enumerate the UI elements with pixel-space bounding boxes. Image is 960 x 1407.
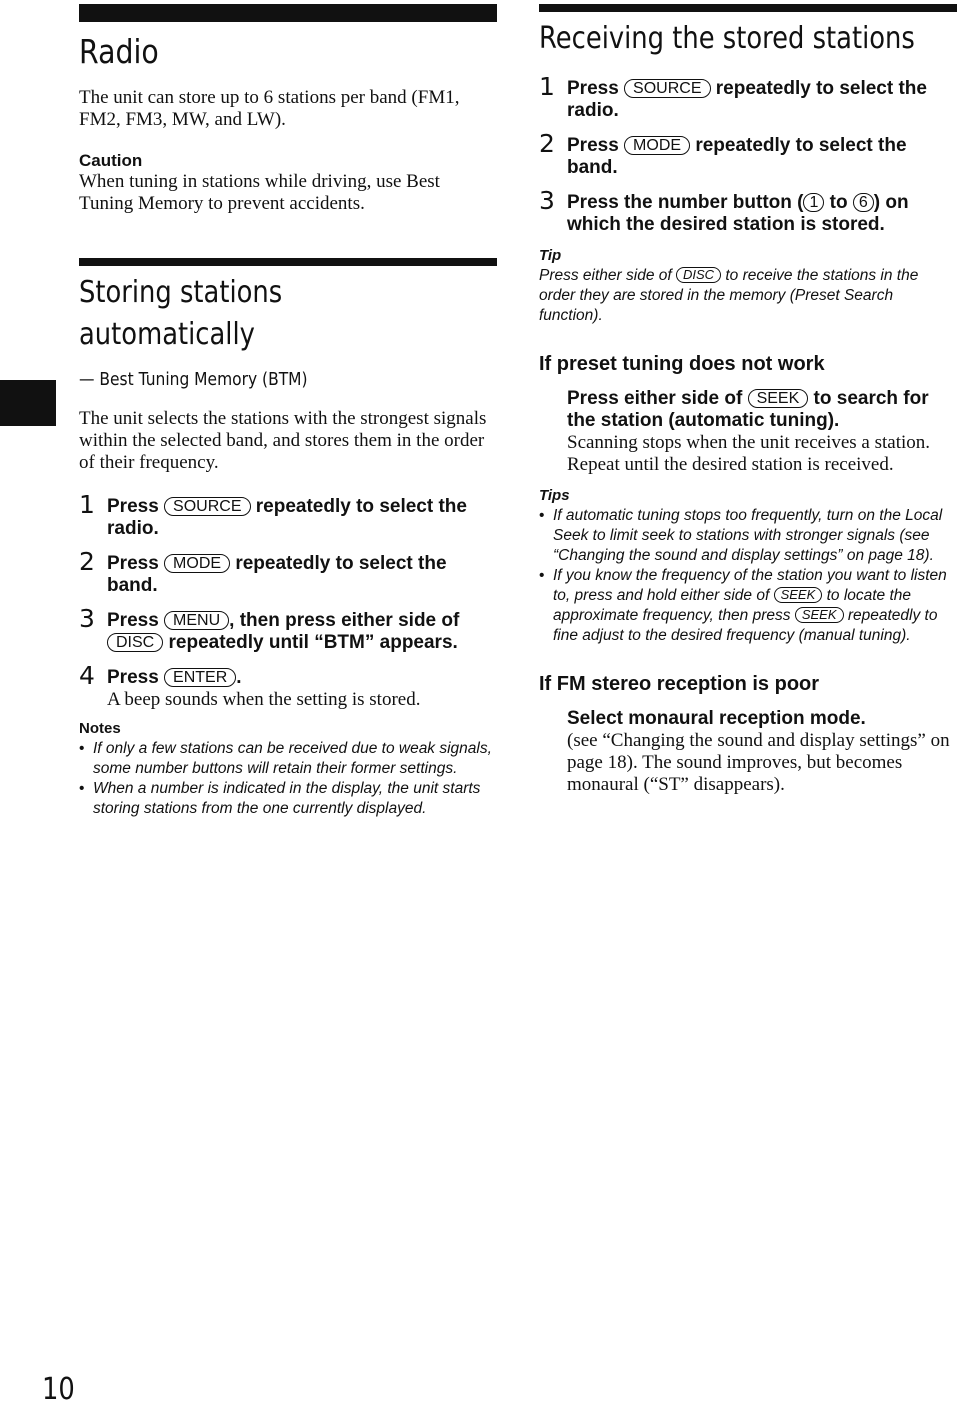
caution-text: When tuning in stations while driving, use Best Tuning Memory to prevent accidents. bbox=[79, 171, 440, 214]
fm-text: (see “Changing the sound and display settings” on page 18). The sound improves, but becomes monaural (“ST” disappears). bbox=[567, 730, 950, 795]
right-section-title: Receiving the stored stations bbox=[539, 21, 915, 56]
step-3: 3 Press MENU , then press either side of DISC repeatedly until “BTM” appears. bbox=[79, 604, 460, 653]
preset-block bbox=[539, 388, 957, 476]
section-text: The unit selects the stations with the strongest signals within the selected band, and stores them in the order of their frequency. bbox=[79, 408, 487, 473]
preset-heading: If preset tuning does not work bbox=[539, 353, 825, 375]
number-1-key: 1 bbox=[803, 193, 824, 212]
menu-key: MENU bbox=[164, 611, 229, 630]
step-1: 1 Press SOURCE repeatedly to select the radio. bbox=[539, 72, 927, 121]
seek-key: SEEK bbox=[795, 607, 844, 623]
caution-title: Caution bbox=[79, 151, 143, 170]
step-2: 2 Press MODE repeatedly to select the band. bbox=[539, 129, 907, 178]
source-key: SOURCE bbox=[164, 497, 250, 516]
storing-steps bbox=[79, 490, 497, 711]
notes-title: Notes bbox=[79, 720, 121, 737]
disc-key: DISC bbox=[107, 633, 163, 652]
tip-item: • If automatic tuning stops too frequently, turn on the Local Seek to limit seek to stations with stronger signals (see “Changing the sound and display settings” on page 18). bbox=[539, 506, 957, 566]
step-2: 2 Press MODE repeatedly to select the band. bbox=[79, 547, 447, 596]
disc-key: DISC bbox=[676, 267, 721, 283]
enter-key: ENTER bbox=[164, 668, 236, 687]
tips-list bbox=[539, 506, 957, 646]
left-column bbox=[79, 0, 497, 819]
section-title-line1: Storing stations bbox=[79, 275, 283, 310]
title-rule bbox=[79, 4, 497, 22]
receiving-steps bbox=[539, 72, 957, 236]
step-3: 3 Press the number button ( 1 to 6 ) on which the desired station is stored. bbox=[539, 186, 909, 235]
fm-instruction: Select monaural reception mode. bbox=[567, 708, 866, 729]
intro-text: The unit can store up to 6 stations per band (FM1, FM2, FM3, MW, and LW). bbox=[79, 87, 460, 130]
tips-title: Tips bbox=[539, 487, 570, 504]
preset-instruction: Press either side of SEEK to search for the station (automatic tuning). bbox=[567, 388, 929, 431]
step-1: 1 Press SOURCE repeatedly to select the radio. bbox=[79, 490, 467, 539]
tip-title: Tip bbox=[539, 247, 562, 264]
right-section-rule bbox=[539, 4, 957, 12]
mode-key: MODE bbox=[624, 136, 690, 155]
preset-text: Scanning stops when the unit receives a station. Repeat until the desired station is received. bbox=[567, 432, 931, 475]
right-column bbox=[539, 0, 957, 796]
step-4: 4 Press ENTER . A beep sounds when the setting is stored. bbox=[79, 667, 497, 711]
note-item: • When a number is indicated in the display, the unit starts storing stations from the one currently displayed. bbox=[79, 779, 497, 819]
notes-list bbox=[79, 739, 497, 819]
source-key: SOURCE bbox=[624, 79, 710, 98]
page-number: 10 bbox=[42, 1372, 75, 1407]
step-4-result: A beep sounds when the setting is stored. bbox=[107, 689, 421, 710]
section-subtitle: — Best Tuning Memory (BTM) bbox=[79, 369, 308, 390]
note-item: • If only a few stations can be received due to weak signals, some number buttons will retain their former settings. bbox=[79, 739, 497, 779]
number-6-key: 6 bbox=[853, 193, 874, 212]
seek-key: SEEK bbox=[774, 587, 823, 603]
mode-key: MODE bbox=[164, 554, 230, 573]
section-rule bbox=[79, 258, 497, 266]
tip-text: Press either side of DISC to receive the stations in the order they are stored in the memory (Preset Search function). bbox=[539, 267, 919, 324]
page-title: Radio bbox=[79, 32, 159, 71]
fm-heading: If FM stereo reception is poor bbox=[539, 673, 820, 695]
tip-item: • If you know the frequency of the station you want to listen to, press and hold either side of SEEK to locate the approximate frequency, then press SEEK repeatedly to fine adjust to the desired frequency (manual tuning). bbox=[539, 566, 957, 646]
section-title-line2: automatically bbox=[79, 317, 255, 352]
section-tab-marker bbox=[0, 380, 56, 426]
fm-block bbox=[539, 708, 957, 796]
seek-key: SEEK bbox=[748, 389, 809, 408]
